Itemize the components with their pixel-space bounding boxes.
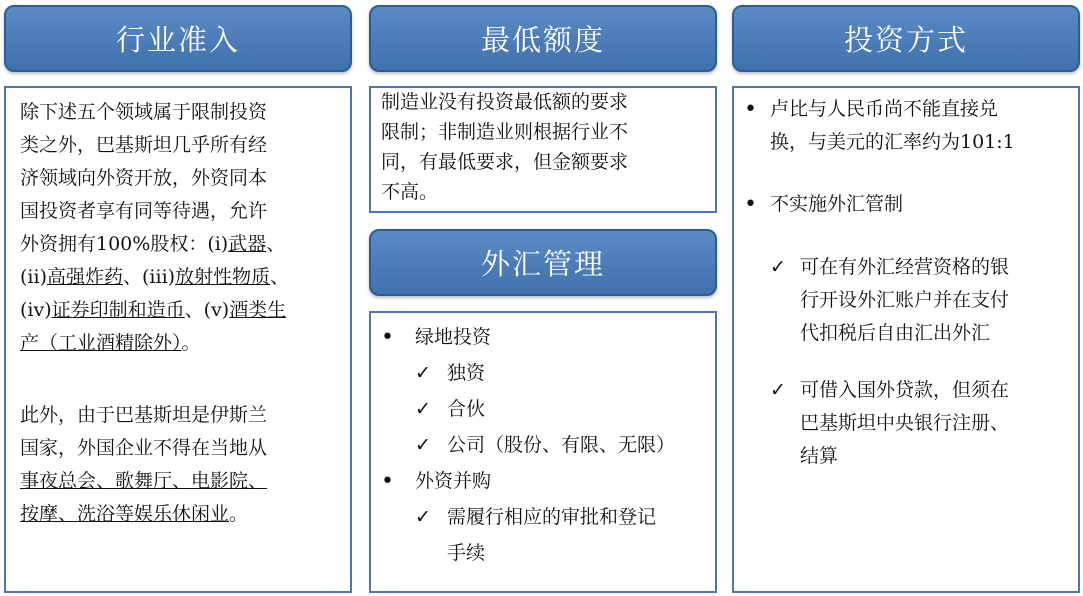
minimum-text-line: 限制；非制造业则根据行业不	[381, 121, 629, 143]
check-icon: ✓	[770, 256, 786, 278]
merger-acquisition: 外资并购	[415, 470, 492, 492]
forex-account-line: 行开设外汇账户并在支付	[800, 289, 1010, 311]
currency-text-line: 换，与美元的汇率约为101:1	[770, 131, 1015, 153]
industry-text-line: 类之外，巴基斯坦几乎所有经	[20, 134, 268, 156]
industry-text-line: 国投资者享有同等待遇，允许	[20, 200, 268, 222]
industry-text-line	[20, 465, 267, 498]
industry-text-segment: 、(v)	[184, 299, 230, 321]
header-industry-access	[4, 5, 352, 72]
restricted-securities: 证券印制和造币	[51, 299, 185, 321]
header-investment-method-label: 投资方式	[843, 23, 968, 57]
industry-access-box	[4, 86, 352, 593]
no-forex-control: 不实施外汇管制	[770, 193, 904, 215]
bullet-icon: •	[744, 97, 757, 122]
restricted-alcohol-cont: 产（工业酒精除外）	[20, 332, 182, 354]
minimum-text-line: 不高。	[381, 181, 439, 203]
merger-item-line: 手续	[447, 542, 486, 564]
investment-method-box	[732, 86, 1080, 593]
greenfield-item: 合伙	[447, 398, 486, 420]
restricted-alcohol: 酒类生	[229, 299, 287, 321]
greenfield-item: 独资	[447, 362, 486, 384]
minimum-text-line: 同，有最低要求，但金额要求	[381, 151, 629, 173]
industry-text-line: 济领域向外资开放，外资同本	[20, 167, 268, 189]
industry-text-segment: 、(iii)	[123, 266, 176, 288]
greenfield-investment: 绿地投资	[415, 326, 492, 348]
forex-account-line: 可在有外汇经营资格的银	[800, 256, 1010, 278]
check-icon: ✓	[770, 379, 786, 401]
forex-management-box	[369, 311, 717, 593]
restricted-entertainment: 事夜总会、歌舞厅、电影院、	[20, 470, 268, 492]
restricted-entertainment-cont: 按摩、洗浴等娱乐休闲业	[20, 503, 230, 525]
industry-text-line: 除下述五个领域属于限制投资	[20, 101, 268, 123]
check-icon: ✓	[415, 398, 431, 420]
industry-text-line	[20, 498, 248, 531]
header-minimum-amount-label: 最低额度	[480, 23, 605, 57]
foreign-loan-line: 可借入国外贷款，但须在	[800, 379, 1010, 401]
industry-text-segment: 外资拥有100%股权：(i)	[20, 233, 229, 255]
foreign-loan-line: 结算	[800, 445, 839, 467]
foreign-loan-line: 巴基斯坦中央银行注册、	[800, 412, 1010, 434]
restricted-explosives: 高强炸药	[46, 266, 123, 288]
industry-text-line	[20, 228, 285, 261]
industry-text-segment: (iv)	[20, 299, 52, 321]
bullet-icon: •	[381, 469, 394, 494]
industry-text-segment: 、	[266, 233, 286, 255]
currency-text-line: 卢比与人民币尚不能直接兑	[770, 98, 999, 120]
minimum-amount-box	[369, 86, 717, 213]
greenfield-item: 公司（股份、有限、无限）	[447, 434, 676, 456]
industry-text-line: 此外，由于巴基斯坦是伊斯兰	[20, 404, 268, 426]
forex-account-line: 代扣税后自由汇出外汇	[800, 322, 991, 344]
restricted-radioactive: 放射性物质	[175, 266, 271, 288]
header-industry-access-label: 行业准入	[115, 23, 240, 57]
bullet-icon: •	[381, 325, 394, 350]
merger-item-line: 需履行相应的审批和登记	[447, 506, 657, 528]
restricted-weapons: 武器	[228, 233, 267, 255]
header-minimum-amount	[369, 5, 717, 72]
industry-text-line	[20, 327, 201, 360]
industry-text-segment: 。	[181, 332, 201, 354]
industry-text-segment: 。	[229, 503, 249, 525]
industry-text-segment: 、	[270, 266, 290, 288]
minimum-text-line: 制造业没有投资最低额的要求	[381, 91, 629, 113]
industry-text-segment: (ii)	[20, 266, 47, 288]
industry-text-line: 国家，外国企业不得在当地从	[20, 437, 268, 459]
bullet-icon: •	[744, 192, 757, 217]
check-icon: ✓	[415, 362, 431, 384]
header-investment-method	[732, 5, 1080, 72]
industry-text-line	[20, 294, 286, 327]
header-forex-management-label: 外汇管理	[480, 247, 605, 281]
industry-text-line	[20, 261, 289, 294]
check-icon: ✓	[415, 434, 431, 456]
check-icon: ✓	[415, 506, 431, 528]
header-forex-management	[369, 229, 717, 296]
